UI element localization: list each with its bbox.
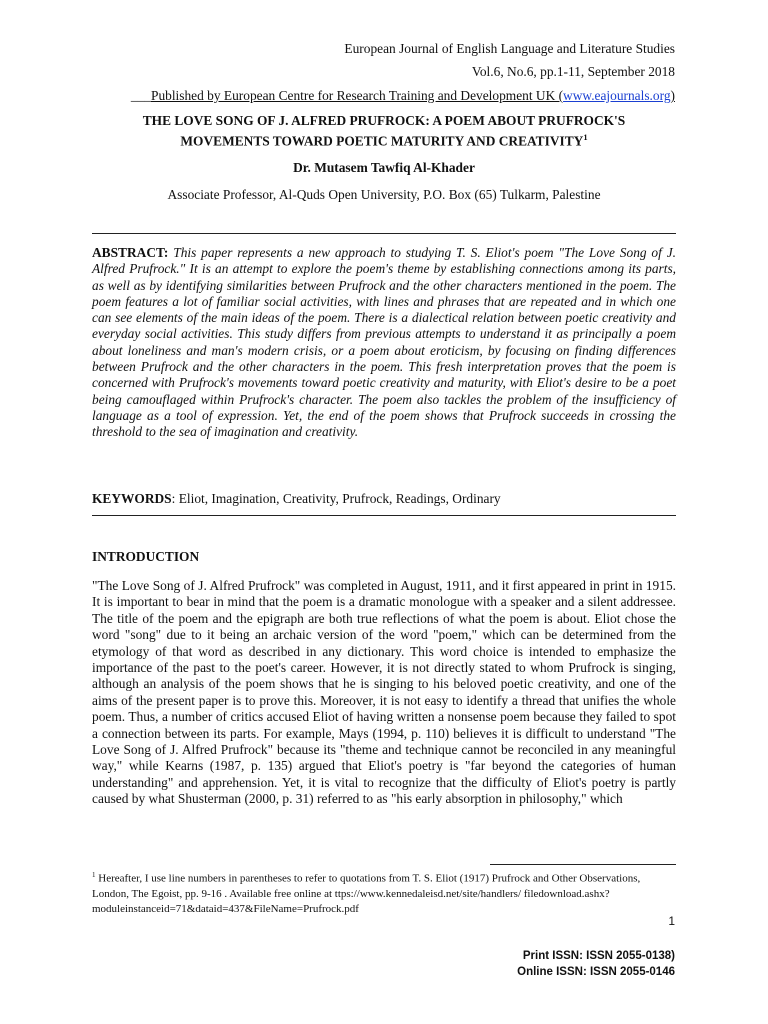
publisher-prefix: ___ bbox=[130, 88, 151, 103]
page-number: 1 bbox=[668, 914, 675, 928]
introduction-heading: INTRODUCTION bbox=[92, 549, 200, 564]
title-footnote-marker[interactable]: 1 bbox=[583, 132, 588, 142]
abstract-label: ABSTRACT: bbox=[92, 245, 169, 260]
footnote-marker: 1 bbox=[92, 871, 96, 879]
paper-title bbox=[92, 112, 676, 149]
journal-name: European Journal of English Language and Literature Studies bbox=[344, 41, 675, 56]
author-affiliation: Associate Professor, Al-Quds Open University, P.O. Box (65) Tulkarm, Palestine bbox=[167, 187, 601, 202]
print-issn: Print ISSN: ISSN 2055-0138) bbox=[522, 950, 675, 962]
abstract-bottom-rule bbox=[92, 515, 676, 516]
introduction-paragraph: "The Love Song of J. Alfred Prufrock" was completed in August, 1911, and it first appeared in print in 1915. It is important to bear in mind that the poem is a dramatic monologue with a speaker and a silent addressee. The title of the poem and the epigraph are both true reflections of what the poem is about. Eliot chose the word "song" due to it being an archaic version of the word "poem," which can be determined from the etymology of that word as described in any dictionary. This word choice is intended to emphasize the importance of the past to the poet's career. However, it is not directly stated to whom Prufrock is singing, although an analysis of the poem shows that he is singing to his beloved poetic creativity, and one of the aims of the present paper is to prove this. Moreover, it is not easy to identify a thread that unifies the whole poem. Thus, a number of critics accused Eliot of having written a nonsense poem because they failed to spot a connection between its parts. For example, Mays (1994, p. 110) believes it is difficult to understand "The Love Song of J. Alfred Prufrock" because its "theme and technique cannot be reconciled in any meaningful way," while Kearns (1987, p. 135) argued that Eliot's poetry is "far beyond the categories of human understanding" and apprehension. Yet, it is vital to recognize that the difficulty of Eliot's poetry is partly caused by what Shusterman (2000, p. 31) referred to as "his early absorption in philosophy," which bbox=[92, 578, 676, 807]
footnote-text: Hereafter, I use line numbers in parentheses to refer to quotations from T. S. Eliot (1917) Prufrock and Other Observations, London, The Egoist, pp. 9-16 . Available free online at ttps://www.kennedaleisd.net/site/handlers/ filedownload.ashx?moduleinstanceid=71&dataid=437&FileName=Prufrock.pdf bbox=[92, 872, 641, 915]
title-line-2 bbox=[92, 129, 676, 149]
publisher-suffix: ) bbox=[670, 88, 675, 103]
abstract bbox=[92, 245, 676, 441]
keywords bbox=[92, 491, 676, 507]
publisher-name: Published by European Centre for Research Training and Development UK ( bbox=[151, 88, 564, 103]
keywords-label: KEYWORDS bbox=[92, 491, 172, 506]
title-line-2-text: MOVEMENTS TOWARD POETIC MATURITY AND CREATIVITY bbox=[180, 133, 584, 149]
abstract-text: This paper represents a new approach to studying T. S. Eliot's poem "The Love Song of J. Alfred Prufrock." It is an attempt to explore the poem's theme by establishing connections among its parts, as well as by identifying similarities between Prufrock and the other characters mentioned in the poem. The poem features a lot of familiar social activities, with lines and phrases that are repeated and in which one can see elements of the main ideas of the poem. There is a dialectical relation between poetic creativity and everyday social activities. This study differs from previous attempts to understand it as principally a poem about loneliness and man's modern crisis, or a poem about eroticism, by focusing on finding differences between Prufrock and the other characters in the poem. This fresh interpretation proves that the poem is concerned with Prufrock's movements toward poetic creativity and maturity, with Eliot's desire to be a poet being camouflaged within Prufrock's character. The poem also tackles the problem of the insufficiency of language as a tool of expression. Yet, the end of the poem shows that Prufrock succeeds in crossing the threshold to the sea of imagination and creativity. bbox=[92, 245, 676, 440]
publisher-link[interactable]: www.eajournals.org bbox=[563, 88, 671, 103]
keywords-text: : Eliot, Imagination, Creativity, Prufrock, Readings, Ordinary bbox=[171, 491, 501, 506]
title-line-1: THE LOVE SONG OF J. ALFRED PRUFROCK: A POEM ABOUT PRUFROCK'S bbox=[142, 113, 626, 128]
footnote bbox=[92, 868, 676, 917]
author-name: Dr. Mutasem Tawfiq Al-Khader bbox=[293, 160, 475, 175]
journal-volume: Vol.6, No.6, pp.1-11, September 2018 bbox=[471, 64, 675, 79]
online-issn: Online ISSN: ISSN 2055-0146 bbox=[517, 966, 675, 978]
publisher-line bbox=[131, 88, 675, 104]
footnote-rule bbox=[490, 864, 676, 865]
abstract-top-rule bbox=[92, 233, 676, 234]
